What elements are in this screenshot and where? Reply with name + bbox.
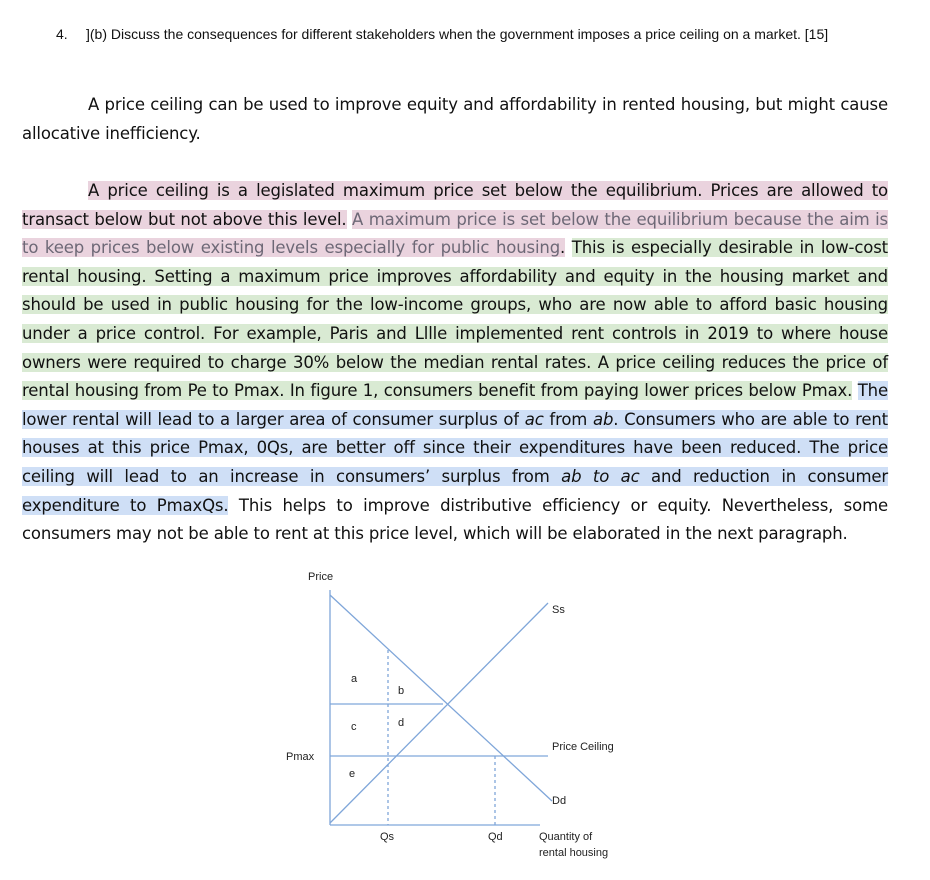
pink-dot: . <box>560 238 566 258</box>
blue-italic-ab-to-ac: ab to ac <box>561 466 640 486</box>
pmax-label: Pmax <box>286 751 315 763</box>
x-axis-label-line1: Quantity of <box>539 831 593 843</box>
blue-italic-ab: ab <box>593 409 614 429</box>
diagram-lines <box>330 590 552 825</box>
supply-curve <box>330 603 548 823</box>
y-axis-label: Price <box>308 571 334 583</box>
diagram-svg <box>270 560 650 870</box>
blue-italic-ac: ac <box>524 409 544 429</box>
price-ceiling-label: Price Ceiling <box>552 741 614 753</box>
body-paragraph <box>22 177 888 549</box>
area-e-label: e <box>349 768 356 780</box>
area-c-label: c <box>351 721 357 733</box>
price-ceiling-diagram <box>270 560 650 870</box>
blue-from: from <box>549 409 588 429</box>
x-axis-label-line2: rental housing <box>539 847 609 859</box>
demand-curve <box>330 595 552 801</box>
pink-highlight-text: A price ceiling is a legislated maximum price set below the equilibrium. Prices are allowed to transact below but not above this level. <box>22 181 888 229</box>
green-highlight-text: This is especially desirable in low-cost rental housing. Setting a maximum price improves affordability and equity in the housing market and should be used in public housing for the low-income groups, who are now able to afford basic housing under a price control. For example, Paris and Lllle implemented rent controls in 2019 to where house owners were required to charge 30% below the median rental rates. A price ceiling reduces the price of rental housing from Pe to Pmax. In figure 1, consumers benefit from paying lower prices below Pmax. <box>22 238 888 401</box>
question-text: ](b) Discuss the consequences for different stakeholders when the government imposes a price ceiling on a market. [15] <box>86 26 829 42</box>
blue-highlight-text-1: The lower rental will lead to a larger area of consumer surplus of <box>22 381 888 429</box>
qd-label: Qd <box>488 831 503 843</box>
blue-highlight-text-2: . Consumers who are able to rent houses at this price Pmax, 0Qs, are better off since their expenditures have been reduced. The price ceiling will lead to an increase in consumers’ surplus from <box>22 409 888 486</box>
intro-paragraph <box>22 91 888 148</box>
intro-text: A price ceiling can be used to improve equity and affordability in rented housing, but might cause allocative inefficiency. <box>22 95 888 143</box>
area-a-label: a <box>351 673 358 685</box>
blue-highlight-text-3: and reduction in consumer expenditure to PmaxQs. <box>22 466 889 515</box>
qs-label: Qs <box>380 831 395 843</box>
plain-text: This helps to improve distributive efficiency or equity. Nevertheless, some consumers may not be able to rent at this price level, which will be elaborated in the next paragraph. <box>22 495 888 544</box>
question-number: 4. <box>56 26 68 42</box>
pink-light-highlight-text: A maximum price is set below the equilibrium because the aim is to keep prices below existing levels especially for public housing <box>22 209 888 258</box>
area-b-label: b <box>398 685 405 697</box>
demand-label: Dd <box>552 795 567 807</box>
area-d-label: d <box>398 717 405 729</box>
supply-label: Ss <box>552 604 565 616</box>
